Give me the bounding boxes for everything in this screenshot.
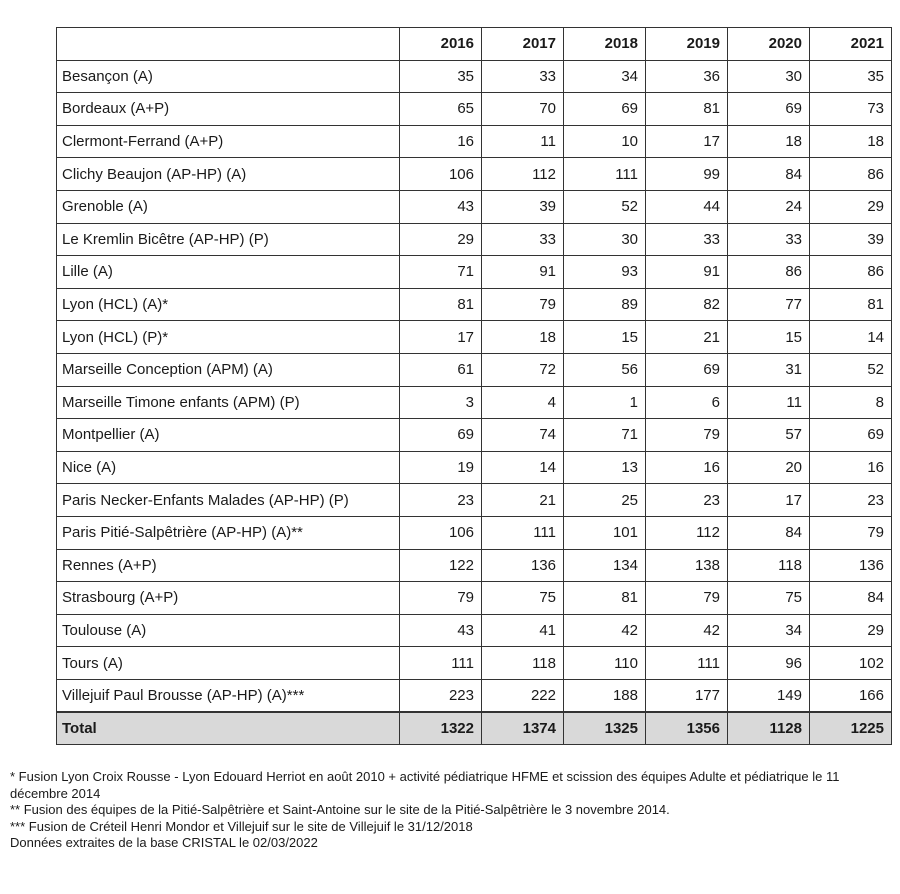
row-value: 106	[400, 516, 482, 549]
row-value: 19	[400, 451, 482, 484]
header-name-cell	[57, 28, 400, 61]
row-value: 8	[810, 386, 892, 419]
row-value: 15	[728, 321, 810, 354]
total-value: 1225	[810, 712, 892, 745]
row-value: 79	[482, 288, 564, 321]
row-value: 99	[646, 158, 728, 191]
row-value: 29	[400, 223, 482, 256]
row-value: 34	[728, 614, 810, 647]
row-value: 61	[400, 353, 482, 386]
row-value: 23	[646, 484, 728, 517]
row-value: 86	[728, 256, 810, 289]
row-value: 136	[810, 549, 892, 582]
header-year-cell: 2021	[810, 28, 892, 61]
row-value: 42	[646, 614, 728, 647]
row-value: 35	[400, 60, 482, 93]
row-label: Bordeaux (A+P)	[57, 93, 400, 126]
row-value: 79	[646, 419, 728, 452]
row-value: 91	[646, 256, 728, 289]
total-label: Total	[57, 712, 400, 745]
table-row	[57, 321, 892, 354]
row-value: 111	[564, 158, 646, 191]
row-value: 136	[482, 549, 564, 582]
table-row	[57, 484, 892, 517]
row-value: 43	[400, 190, 482, 223]
row-value: 23	[400, 484, 482, 517]
footnotes	[10, 769, 890, 852]
row-value: 84	[728, 516, 810, 549]
total-value: 1356	[646, 712, 728, 745]
row-label: Le Kremlin Bicêtre (AP-HP) (P)	[57, 223, 400, 256]
row-value: 43	[400, 614, 482, 647]
row-value: 73	[810, 93, 892, 126]
row-value: 21	[482, 484, 564, 517]
header-year-cell: 2020	[728, 28, 810, 61]
row-value: 79	[400, 582, 482, 615]
row-label: Clermont-Ferrand (A+P)	[57, 125, 400, 158]
row-value: 11	[728, 386, 810, 419]
row-value: 17	[728, 484, 810, 517]
row-value: 30	[728, 60, 810, 93]
row-value: 223	[400, 679, 482, 712]
table-body	[57, 60, 892, 712]
row-value: 16	[810, 451, 892, 484]
row-label: Montpellier (A)	[57, 419, 400, 452]
total-row	[57, 712, 892, 745]
row-value: 69	[810, 419, 892, 452]
row-value: 71	[564, 419, 646, 452]
table-row	[57, 647, 892, 680]
table-row	[57, 93, 892, 126]
table-row	[57, 386, 892, 419]
row-value: 14	[810, 321, 892, 354]
header-row	[57, 28, 892, 61]
row-value: 29	[810, 190, 892, 223]
row-value: 39	[482, 190, 564, 223]
row-value: 34	[564, 60, 646, 93]
row-value: 25	[564, 484, 646, 517]
row-value: 71	[400, 256, 482, 289]
row-label: Marseille Timone enfants (APM) (P)	[57, 386, 400, 419]
row-value: 1	[564, 386, 646, 419]
row-value: 81	[400, 288, 482, 321]
row-value: 222	[482, 679, 564, 712]
row-value: 57	[728, 419, 810, 452]
footnote: * Fusion Lyon Croix Rousse - Lyon Edouard Herriot en août 2010 + activité pédiatrique HFME et scission des équipes Adulte et pédiatrique le 11 décembre 2014	[10, 769, 840, 801]
row-value: 101	[564, 516, 646, 549]
footnote: ** Fusion des équipes de la Pitié-Salpêtrière et Saint-Antoine sur le site de la Pitié-Salpêtrière le 3 novembre 2014.	[10, 802, 670, 817]
row-value: 16	[400, 125, 482, 158]
row-value: 33	[482, 223, 564, 256]
row-value: 56	[564, 353, 646, 386]
row-value: 110	[564, 647, 646, 680]
row-value: 14	[482, 451, 564, 484]
row-value: 84	[810, 582, 892, 615]
row-label: Marseille Conception (APM) (A)	[57, 353, 400, 386]
row-label: Lyon (HCL) (A)*	[57, 288, 400, 321]
row-label: Nice (A)	[57, 451, 400, 484]
row-value: 41	[482, 614, 564, 647]
total-value: 1322	[400, 712, 482, 745]
row-value: 24	[728, 190, 810, 223]
row-value: 82	[646, 288, 728, 321]
table-row	[57, 190, 892, 223]
row-value: 111	[400, 647, 482, 680]
table-row	[57, 516, 892, 549]
row-value: 74	[482, 419, 564, 452]
row-value: 70	[482, 93, 564, 126]
table-row	[57, 60, 892, 93]
row-value: 18	[482, 321, 564, 354]
row-value: 81	[564, 582, 646, 615]
row-label: Paris Pitié-Salpêtrière (AP-HP) (A)**	[57, 516, 400, 549]
table-row	[57, 158, 892, 191]
row-label: Lille (A)	[57, 256, 400, 289]
row-value: 65	[400, 93, 482, 126]
row-value: 11	[482, 125, 564, 158]
row-value: 84	[728, 158, 810, 191]
row-value: 52	[564, 190, 646, 223]
row-value: 18	[810, 125, 892, 158]
row-value: 3	[400, 386, 482, 419]
row-value: 118	[728, 549, 810, 582]
header-year-cell: 2017	[482, 28, 564, 61]
header-year-cell: 2016	[400, 28, 482, 61]
footnote: *** Fusion de Créteil Henri Mondor et Villejuif sur le site de Villejuif le 31/12/2018	[10, 818, 473, 834]
row-value: 86	[810, 158, 892, 191]
row-value: 72	[482, 353, 564, 386]
table-footer	[57, 712, 892, 745]
row-value: 96	[728, 647, 810, 680]
data-table-container	[56, 27, 891, 745]
row-value: 20	[728, 451, 810, 484]
total-value: 1128	[728, 712, 810, 745]
table-row	[57, 223, 892, 256]
row-label: Rennes (A+P)	[57, 549, 400, 582]
row-value: 23	[810, 484, 892, 517]
row-value: 111	[482, 516, 564, 549]
row-value: 177	[646, 679, 728, 712]
row-value: 81	[810, 288, 892, 321]
row-value: 33	[482, 60, 564, 93]
row-label: Besançon (A)	[57, 60, 400, 93]
row-value: 30	[564, 223, 646, 256]
row-value: 6	[646, 386, 728, 419]
table-row	[57, 679, 892, 712]
row-label: Strasbourg (A+P)	[57, 582, 400, 615]
table-row	[57, 549, 892, 582]
row-value: 69	[564, 93, 646, 126]
row-value: 149	[728, 679, 810, 712]
row-value: 122	[400, 549, 482, 582]
row-value: 69	[646, 353, 728, 386]
row-value: 33	[728, 223, 810, 256]
row-value: 112	[482, 158, 564, 191]
table-row	[57, 582, 892, 615]
row-value: 52	[810, 353, 892, 386]
header-year-cell: 2019	[646, 28, 728, 61]
row-value: 21	[646, 321, 728, 354]
row-value: 86	[810, 256, 892, 289]
row-value: 31	[728, 353, 810, 386]
row-label: Paris Necker-Enfants Malades (AP-HP) (P)	[57, 484, 400, 517]
row-value: 188	[564, 679, 646, 712]
row-value: 134	[564, 549, 646, 582]
row-value: 118	[482, 647, 564, 680]
row-value: 4	[482, 386, 564, 419]
table-row	[57, 125, 892, 158]
table-header	[57, 28, 892, 61]
row-label: Tours (A)	[57, 647, 400, 680]
row-value: 111	[646, 647, 728, 680]
row-label: Villejuif Paul Brousse (AP-HP) (A)***	[57, 679, 400, 712]
row-label: Grenoble (A)	[57, 190, 400, 223]
table-row	[57, 256, 892, 289]
row-value: 89	[564, 288, 646, 321]
row-value: 33	[646, 223, 728, 256]
row-value: 15	[564, 321, 646, 354]
row-value: 44	[646, 190, 728, 223]
total-value: 1325	[564, 712, 646, 745]
table-row	[57, 288, 892, 321]
row-value: 35	[810, 60, 892, 93]
row-value: 102	[810, 647, 892, 680]
table-row	[57, 451, 892, 484]
row-value: 106	[400, 158, 482, 191]
row-value: 91	[482, 256, 564, 289]
row-value: 10	[564, 125, 646, 158]
row-value: 166	[810, 679, 892, 712]
header-year-cell: 2018	[564, 28, 646, 61]
total-value: 1374	[482, 712, 564, 745]
row-value: 13	[564, 451, 646, 484]
row-value: 81	[646, 93, 728, 126]
row-value: 17	[646, 125, 728, 158]
table-row	[57, 353, 892, 386]
row-value: 17	[400, 321, 482, 354]
row-value: 16	[646, 451, 728, 484]
row-value: 69	[728, 93, 810, 126]
row-value: 18	[728, 125, 810, 158]
row-value: 93	[564, 256, 646, 289]
row-label: Toulouse (A)	[57, 614, 400, 647]
row-value: 79	[646, 582, 728, 615]
row-label: Lyon (HCL) (P)*	[57, 321, 400, 354]
row-value: 29	[810, 614, 892, 647]
data-table	[56, 27, 892, 745]
row-value: 75	[728, 582, 810, 615]
row-value: 138	[646, 549, 728, 582]
row-value: 39	[810, 223, 892, 256]
row-value: 77	[728, 288, 810, 321]
footnote: Données extraites de la base CRISTAL le 02/03/2022	[10, 835, 318, 850]
row-value: 79	[810, 516, 892, 549]
table-row	[57, 419, 892, 452]
row-value: 69	[400, 419, 482, 452]
row-value: 36	[646, 60, 728, 93]
table-row	[57, 614, 892, 647]
row-label: Clichy Beaujon (AP-HP) (A)	[57, 158, 400, 191]
row-value: 112	[646, 516, 728, 549]
row-value: 75	[482, 582, 564, 615]
row-value: 42	[564, 614, 646, 647]
